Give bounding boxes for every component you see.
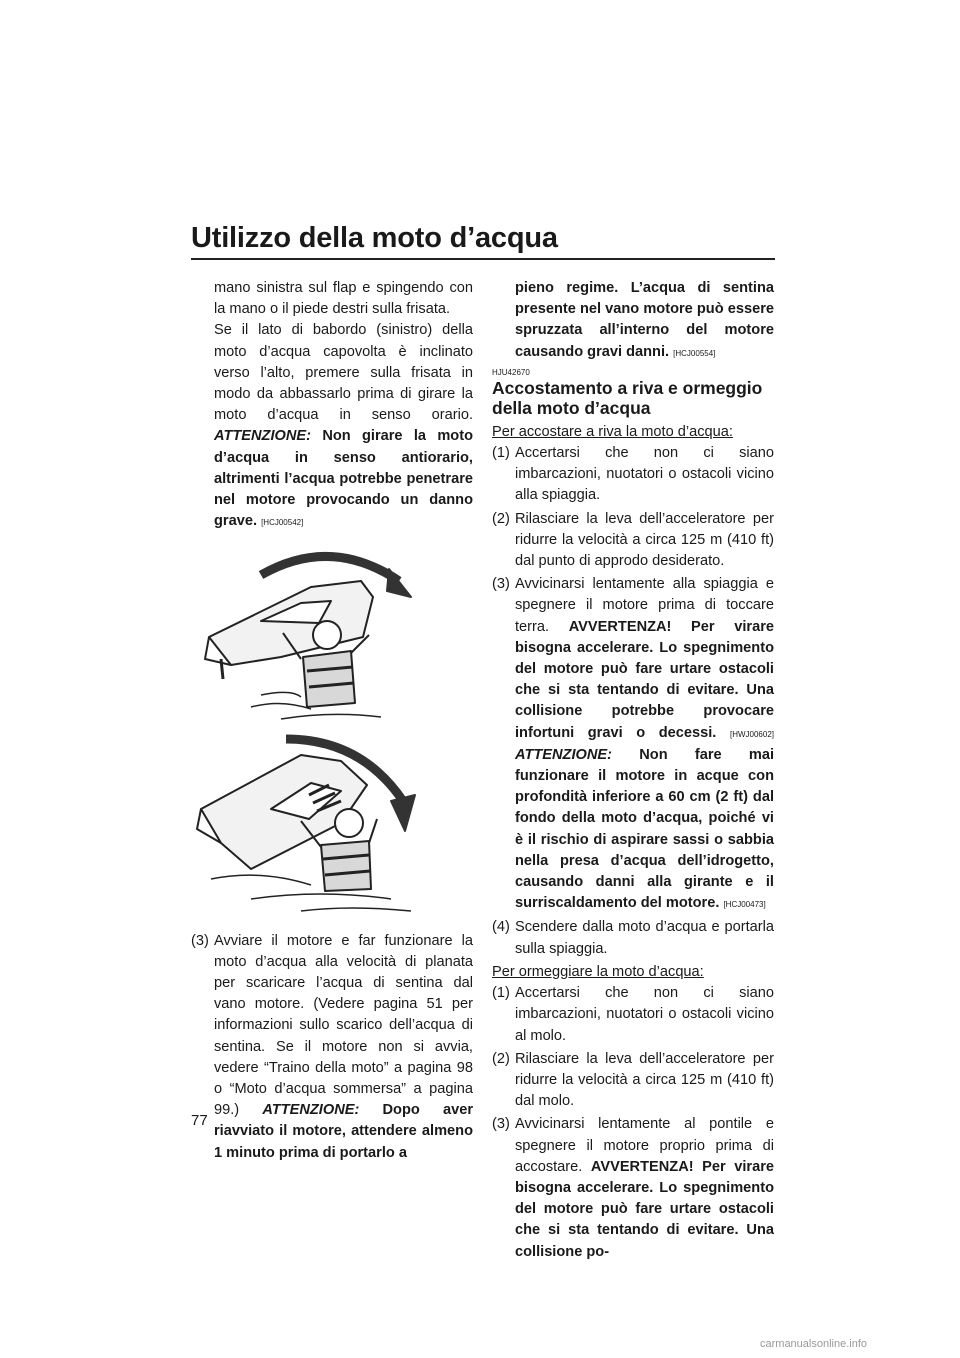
title-rule [191, 258, 775, 260]
watermark: carmanualsonline.info [760, 1338, 868, 1350]
step-restart-engine [191, 931, 473, 1164]
capsized-watercraft-illustration [191, 539, 473, 923]
water-ripples-lower [211, 876, 411, 912]
step-text: Avviare il motore e far funzionare la moto d’acqua alla velocità di planata per scaricare l’acqua di sentina dal vano motore. (Vedere pagina 51 per informazioni sullo scarico dell’acqua di sentina. Se il motore non si avvia, vedere “Traino della moto” a pagina 98 o “Moto d’acqua sommersa” a pagina 99.) [214, 932, 473, 1119]
reference-code: [HWJ00602] [729, 729, 775, 739]
section-tag: HJU42670 [492, 367, 530, 377]
step-number: (3) [492, 576, 510, 593]
attention-text: Non fare mai funzionare il motore in acque con profondità inferiore a 60 cm (2 ft) dal fondo della moto d’acqua, poiché vi è il rischio di aspirare sassi o sabbia nella presa d’acqua dell’idrogetto, causando danni alla girante e il surriscaldamento del motore. [515, 746, 774, 912]
step-approach-pier [492, 1114, 774, 1262]
attention-label: ATTENZIONE: [515, 746, 613, 763]
step-number: (1) [492, 445, 510, 462]
arrowhead-bottom [391, 795, 415, 831]
port-side-text: Se il lato di babordo (sinistro) della moto d’acqua capovolta è inclinato verso l’alto, premere sulla frisata in modo da abbassarlo prima di girare la moto d’acqua in senso orario. [214, 322, 473, 424]
reference-code: [HCJ00554] [673, 348, 716, 358]
step-check-dock [492, 983, 774, 1047]
step-text: Avvicinarsi lentamente alla spiaggia e spegnere il motore prima di toccare terra. [515, 576, 774, 635]
rotation-arrow-top [261, 557, 399, 582]
attention-continuation [492, 278, 774, 364]
step-release-throttle-shore [492, 509, 774, 573]
attention-label: ATTENZIONE: [214, 428, 312, 445]
step-text: Avvicinarsi lentamente al pontile e spegnere il motore proprio prima di accostare. [515, 1116, 774, 1175]
left-column [191, 278, 473, 1166]
reference-code: [HCJ00473] [723, 900, 766, 910]
step-text: Rilasciare la leva dell’acceleratore per ridurre la velocità a circa 125 m (410 ft) dal molo. [515, 1050, 774, 1110]
step-disembark [492, 917, 774, 959]
attention-label: ATTENZIONE: [262, 1102, 360, 1119]
step-check-shore [492, 443, 774, 507]
step-number: (4) [492, 919, 510, 936]
page-title: Utilizzo della moto d’acqua [191, 222, 558, 254]
warning-text: AVVERTENZA! Per virare bisogna accelerare. Lo spegnimento del motore può fare urtare ostacoli che si sta tentando di evitare. Una collisione po- [515, 1158, 774, 1260]
step-release-throttle-dock [492, 1049, 774, 1113]
paragraph-flap: mano sinistra sul flap e spingendo con la mano o il piede destri sulla frisata. [214, 280, 473, 318]
subheading-moor: Per ormeggiare la moto d’acqua: [492, 963, 704, 980]
step-text: Accertarsi che non ci siano imbarcazioni, nuotatori o ostacoli vicino alla spiaggia. [515, 445, 774, 504]
attention-text: pieno regime. L’acqua di sentina presente nel vano motore può essere spruzzata all’interno del motore causando gravi danni. [515, 280, 774, 360]
step-text: Rilasciare la leva dell’acceleratore per ridurre la velocità a circa 125 m (410 ft) dal punto di approdo desiderato. [515, 510, 774, 570]
step-number: (1) [492, 985, 510, 1002]
paragraph-port-side [191, 320, 473, 533]
attention-text: Non girare la moto d’acqua in senso antiorario, altrimenti l’acqua potrebbe penetrare nel motore provocando un danno grave. [214, 428, 473, 530]
warning-text: AVVERTENZA! Per virare bisogna accelerare. Lo spegnimento del motore può fare urtare ostacoli che si sta tentando di evitare. Una collisione potrebbe provocare infortuni gravi o decessi. [515, 618, 774, 741]
rider-body-upper [303, 651, 355, 707]
rider-body-lower [321, 841, 371, 891]
step-approach-beach [492, 574, 774, 915]
attention-text: Dopo aver riavviato il motore, attendere almeno 1 minuto prima di portarlo a [214, 1102, 474, 1161]
step-number: (2) [492, 1050, 510, 1067]
reference-code: [HCJ00542] [261, 518, 304, 528]
step-number: (3) [191, 932, 209, 949]
step-text: Scendere dalla moto d’acqua e portarla sulla spiaggia. [515, 919, 774, 957]
rider-head-lower [335, 809, 363, 837]
right-column [492, 278, 774, 1265]
step-number: (3) [492, 1116, 510, 1133]
arrowhead-top [387, 569, 411, 597]
step-number: (2) [492, 510, 510, 527]
page-number: 77 [191, 1112, 208, 1129]
rider-head-upper [313, 621, 341, 649]
section-heading: Accostamento a riva e ormeggio della moto d’acqua [492, 377, 763, 418]
step-text: Accertarsi che non ci siano imbarcazioni, nuotatori o ostacoli vicino al molo. [515, 985, 774, 1044]
subheading-shore: Per accostare a riva la moto d’acqua: [492, 423, 733, 440]
